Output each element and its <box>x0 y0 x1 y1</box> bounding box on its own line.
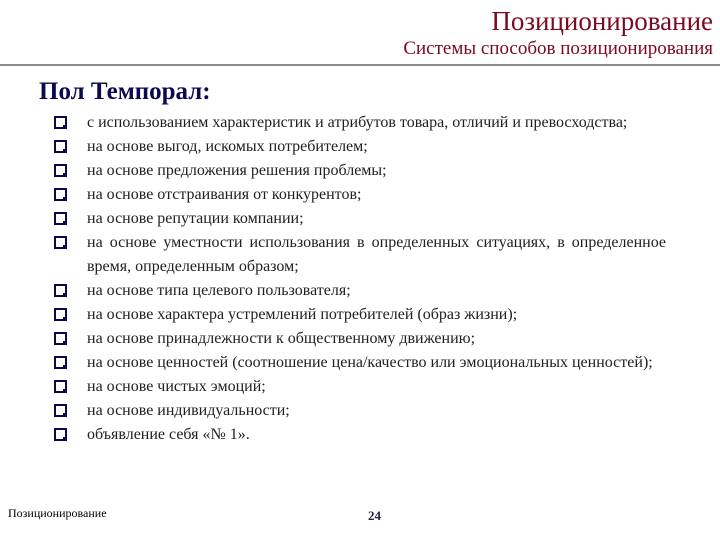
list-item-text: на основе репутации компании; <box>87 210 304 227</box>
footer-title: Позиционирование <box>8 506 107 520</box>
list-item <box>0 423 720 447</box>
checkbox-square-icon <box>54 116 67 129</box>
list-item <box>0 231 720 279</box>
list-item <box>0 183 720 207</box>
list-item-text: на основе ценностей (соотношение цена/качество или эмоциональных ценностей); <box>87 354 653 371</box>
header-divider <box>0 64 720 66</box>
list-item-text: объявление себя «№ 1». <box>87 426 250 443</box>
list-item-text: на основе чистых эмоций; <box>87 378 266 395</box>
checkbox-square-icon <box>54 308 67 321</box>
list-item-text: с использованием характеристик и атрибутов товара, отличий и превосходства; <box>87 114 628 131</box>
checkbox-square-icon <box>54 140 67 153</box>
list-item <box>0 375 720 399</box>
list-item-text: на основе типа целевого пользователя; <box>87 282 351 299</box>
checkbox-square-icon <box>54 212 67 225</box>
list-item-text: на основе выгод, искомых потребителем; <box>87 138 368 155</box>
checkbox-square-icon <box>54 332 67 345</box>
list-item <box>0 303 720 327</box>
slide-title: Позиционирование <box>491 6 713 36</box>
section-heading: Пол Темпорал: <box>39 78 211 105</box>
list-item-text: на основе отстраивания от конкурентов; <box>87 186 362 203</box>
slide-subtitle: Системы способов позиционирования <box>403 38 713 59</box>
list-item <box>0 399 720 423</box>
list-item-text: на основе принадлежности к общественному движению; <box>87 330 476 347</box>
list-item <box>0 351 720 375</box>
page-number: 24 <box>368 508 381 523</box>
list-item-text: на основе индивидуальности; <box>87 402 290 419</box>
list-item <box>0 111 720 135</box>
list-item <box>0 135 720 159</box>
checkbox-square-icon <box>54 380 67 393</box>
list-item-text: на основе предложения решения проблемы; <box>87 162 387 179</box>
checkbox-square-icon <box>54 356 67 369</box>
checkbox-square-icon <box>54 428 67 441</box>
checkbox-square-icon <box>54 236 67 249</box>
checkbox-square-icon <box>54 404 67 417</box>
list-item <box>0 159 720 183</box>
list-item-text: на основе уместности использования в определенных ситуациях, в определенное время, определенным образом; <box>87 234 666 275</box>
checkbox-square-icon <box>54 188 67 201</box>
list-item <box>0 207 720 231</box>
list-item-text: на основе характера устремлений потребителей (образ жизни); <box>87 306 518 323</box>
checkbox-square-icon <box>54 284 67 297</box>
list-item <box>0 279 720 303</box>
checkbox-square-icon <box>54 164 67 177</box>
list-item <box>0 327 720 351</box>
bullet-list <box>0 111 720 447</box>
